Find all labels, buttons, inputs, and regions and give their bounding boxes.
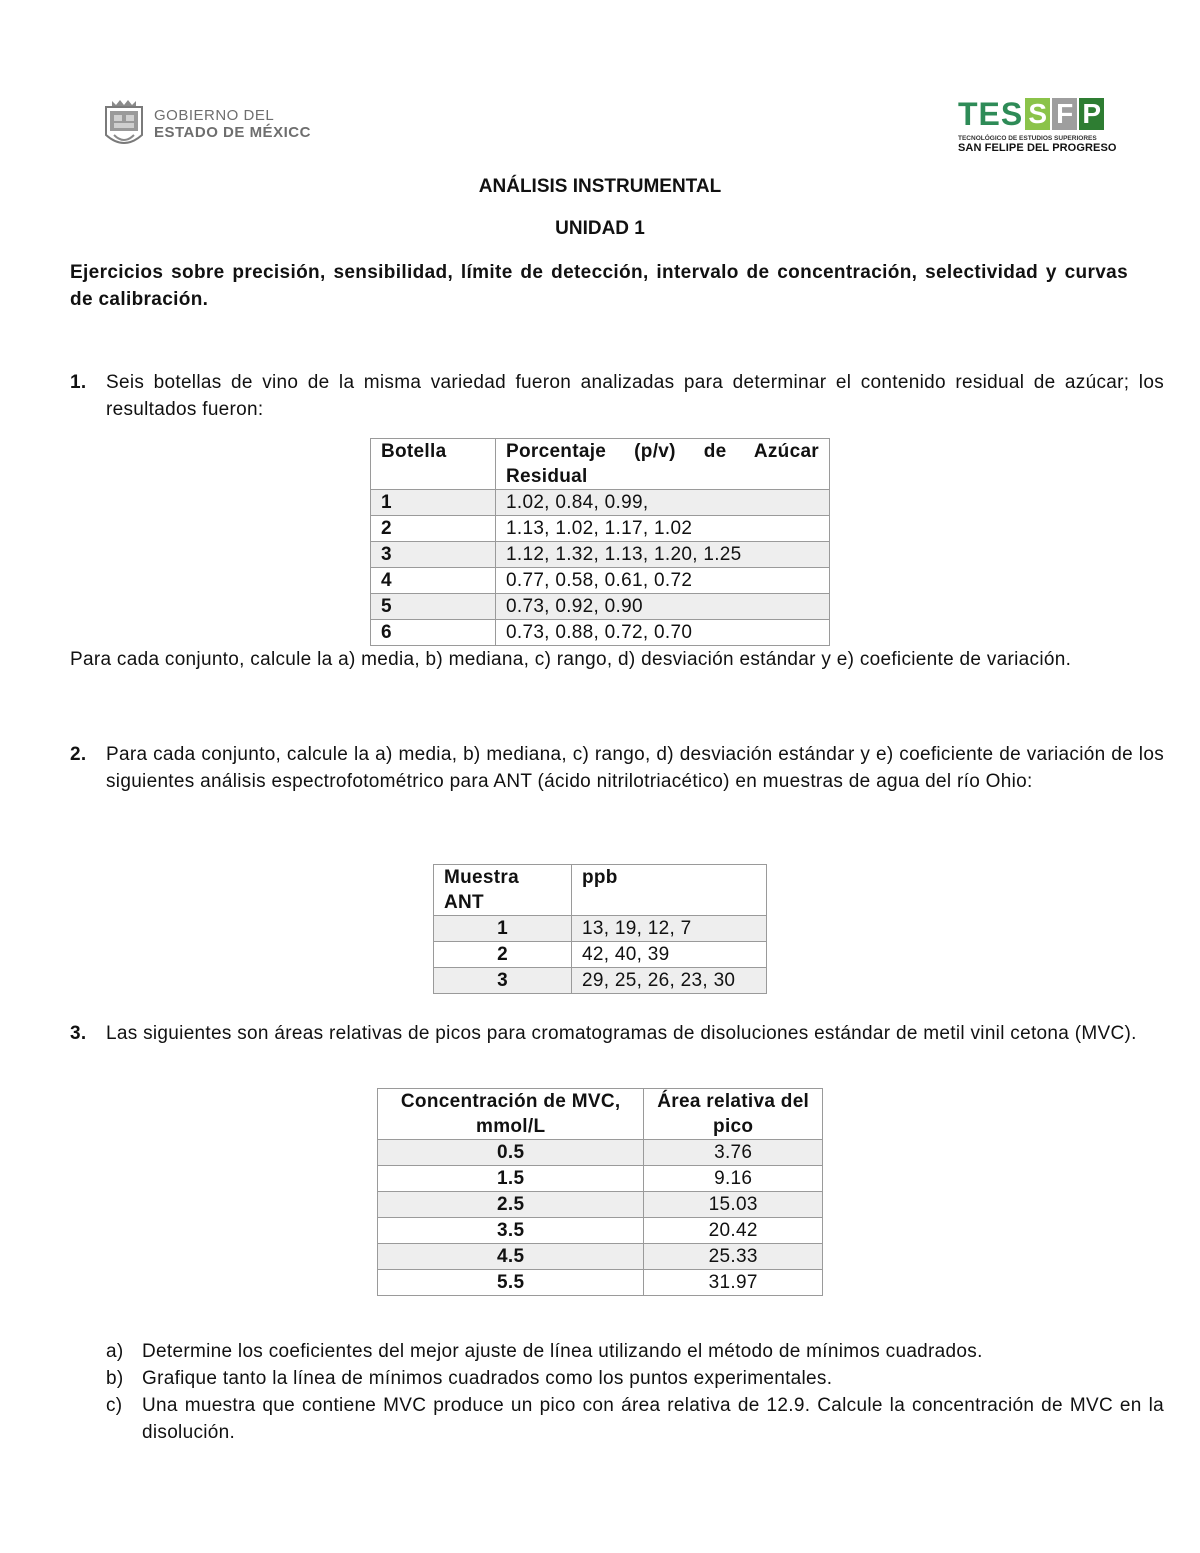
table-cell: 2 [371, 516, 496, 542]
table-header-botella: Botella [371, 439, 496, 490]
table-cell: 3 [434, 968, 572, 994]
question-3-text: Las siguientes son áreas relativas de picos para cromatogramas de disoluciones estándar de metil vinil cetona (MVC). [106, 1023, 1137, 1044]
table-cell: 6 [371, 620, 496, 646]
table-row [378, 1192, 823, 1218]
tes-logo-place: SAN FELIPE DEL PROGRESO [958, 142, 1117, 154]
table-cell: 2.5 [378, 1192, 644, 1218]
tes-logo-subtitle: TECNOLÓGICO DE ESTUDIOS SUPERIORES [958, 135, 1097, 142]
question-3-item-b [106, 1365, 1164, 1392]
gov-logo-line1: GOBIERNO DEL [154, 107, 275, 124]
tes-logo-box-f: F [1052, 98, 1077, 130]
table-cell: 4 [371, 568, 496, 594]
table-header-ppb: ppb [572, 865, 767, 916]
exercises-intro: Ejercicios sobre precisión, sensibilidad, límite de detección, intervalo de concentración, selectividad y curvas de calibración. [70, 262, 1128, 310]
table-header-porcentaje: Porcentaje (p/v) de Azúcar Residual [496, 439, 830, 490]
table-cell: 1.02, 0.84, 0.99, [496, 490, 830, 516]
table-row [371, 568, 830, 594]
table-row [371, 594, 830, 620]
table-header-concentracion: Concentración de MVC, mmol/L [378, 1089, 644, 1140]
table-row [378, 1218, 823, 1244]
table-header-muestra: Muestra ANT [434, 865, 572, 916]
table-cell: 1 [371, 490, 496, 516]
question-2-number: 2. [70, 744, 87, 765]
table-cell: 1.13, 1.02, 1.17, 1.02 [496, 516, 830, 542]
table-cell: 0.73, 0.92, 0.90 [496, 594, 830, 620]
tes-logo-letters: TES [958, 96, 1024, 132]
table-row [378, 1140, 823, 1166]
question-1-number: 1. [70, 372, 87, 393]
gov-logo-line2: ESTADO DE MÉXICC [154, 124, 311, 141]
table-cell: 9.16 [644, 1166, 823, 1192]
tessfp-logo [958, 96, 1128, 154]
table-row [378, 1166, 823, 1192]
coat-of-arms-icon [102, 97, 146, 151]
table-cell: 5.5 [378, 1270, 644, 1296]
tes-logo-box-s: S [1025, 98, 1050, 130]
table-cell: 1 [434, 916, 572, 942]
table-row [371, 542, 830, 568]
tes-logo-box-p: P [1079, 98, 1104, 130]
table-cell: 0.5 [378, 1140, 644, 1166]
table-cell: 42, 40, 39 [572, 942, 767, 968]
document-unit: UNIDAD 1 [555, 218, 645, 239]
table-cell: 1.5 [378, 1166, 644, 1192]
table-cell: 0.77, 0.58, 0.61, 0.72 [496, 568, 830, 594]
item-label: a) [106, 1341, 124, 1362]
document-title: ANÁLISIS INSTRUMENTAL [478, 176, 722, 197]
table-row [378, 1270, 823, 1296]
table-row [434, 942, 767, 968]
question-3-item-c [106, 1392, 1164, 1446]
ant-samples-table [433, 864, 767, 994]
sugar-residual-table [370, 438, 830, 646]
item-label: b) [106, 1368, 124, 1389]
table-cell: 2 [434, 942, 572, 968]
table-row [371, 620, 830, 646]
table-cell: 29, 25, 26, 23, 30 [572, 968, 767, 994]
table-header-row [434, 865, 767, 916]
table-cell: 3 [371, 542, 496, 568]
item-text: Determine los coeficientes del mejor ajuste de línea utilizando el método de mínimos cuadrados. [142, 1341, 983, 1362]
table-cell: 20.42 [644, 1218, 823, 1244]
table-cell: 15.03 [644, 1192, 823, 1218]
table-row [434, 916, 767, 942]
table-cell: 5 [371, 594, 496, 620]
gobierno-estado-mexico-logo [102, 96, 311, 152]
table-row [434, 968, 767, 994]
table-cell: 13, 19, 12, 7 [572, 916, 767, 942]
table-row [378, 1244, 823, 1270]
question-3-item-a [106, 1338, 1164, 1365]
question-2 [70, 741, 1164, 795]
table-cell: 4.5 [378, 1244, 644, 1270]
table-header-row [378, 1089, 823, 1140]
table-row [371, 516, 830, 542]
table-cell: 31.97 [644, 1270, 823, 1296]
table-row [371, 490, 830, 516]
item-text: Grafique tanto la línea de mínimos cuadrados como los puntos experimentales. [142, 1368, 833, 1389]
table-cell: 0.73, 0.88, 0.72, 0.70 [496, 620, 830, 646]
question-2-text: Para cada conjunto, calcule la a) media, b) mediana, c) rango, d) desviación estándar y e) coeficiente de variación de los siguientes análisis espectrofotométrico para ANT (ácido nitrilotriacético) en muestras de agua del río Ohio: [106, 744, 1164, 792]
table-header-row [371, 439, 830, 490]
table-cell: 3.76 [644, 1140, 823, 1166]
item-label: c) [106, 1395, 123, 1416]
question-1 [70, 369, 1164, 423]
table-cell: 3.5 [378, 1218, 644, 1244]
question-1-text: Seis botellas de vino de la misma variedad fueron analizadas para determinar el contenido residual de azúcar; los resultados fueron: [106, 372, 1164, 420]
mvc-calibration-table [377, 1088, 823, 1296]
table-header-area: Área relativa del pico [644, 1089, 823, 1140]
question-3-number: 3. [70, 1023, 87, 1044]
table-cell: 1.12, 1.32, 1.13, 1.20, 1.25 [496, 542, 830, 568]
table-cell: 25.33 [644, 1244, 823, 1270]
item-text: Una muestra que contiene MVC produce un pico con área relativa de 12.9. Calcule la concentración de MVC en la disolución. [142, 1395, 1164, 1443]
question-3 [70, 1020, 1164, 1047]
question-1-instructions: Para cada conjunto, calcule la a) media, b) mediana, c) rango, d) desviación estándar y e) coeficiente de variación. [70, 649, 1072, 670]
